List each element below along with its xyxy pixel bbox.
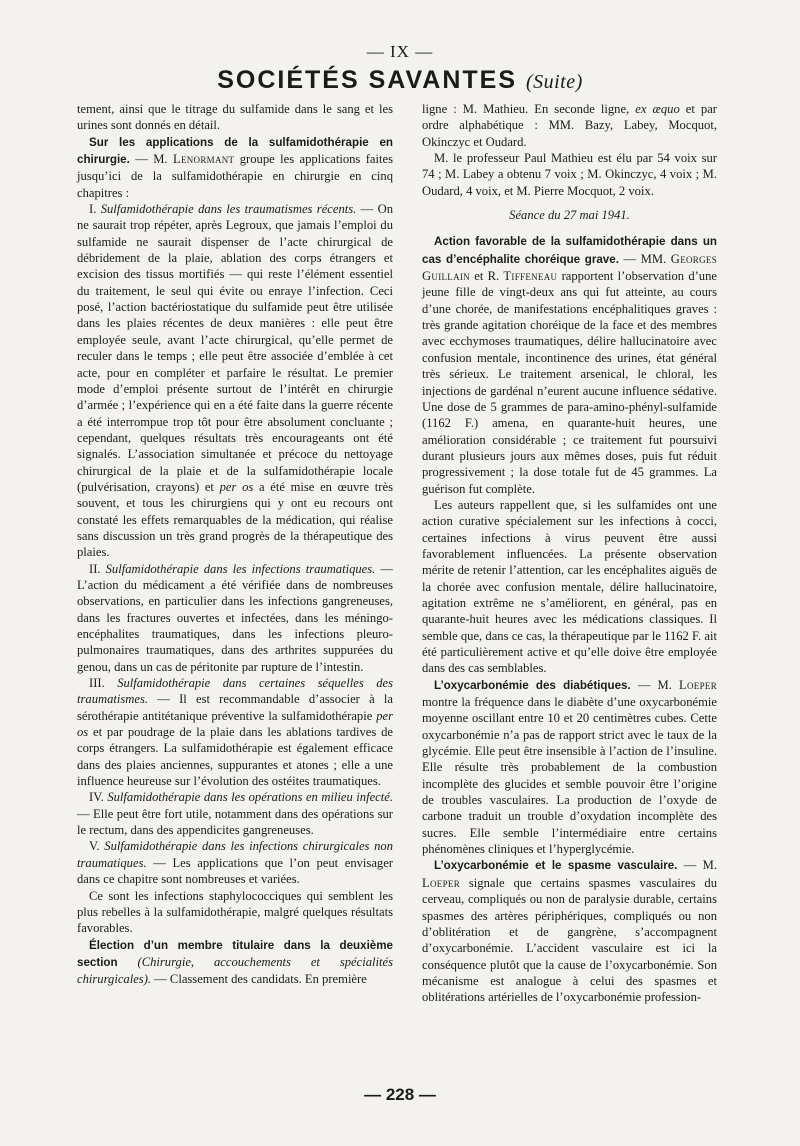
paragraph: ligne : M. Mathieu. En seconde ligne, ex æquo et par ordre alphabétique : MM. Bazy, Labey, Mocquot, Okinczyc et Oudard. — [422, 102, 717, 149]
author-name: Tiffeneau — [503, 269, 558, 284]
paragraph: Les auteurs rappellent que, si les sulfamides ont une action curative spécialement sur les infections à cocci, certaines infections à virus peuvent être aussi favorablement influencées. La présente observation mérite de retenir l’attention, car les encéphalites aiguës de la chorée avec confusion mentale, délire hallucinatoire, agitation extrême ne s’améliorent, en général, pas en quarante-huit heures avec les médications classiques. Il semble que, dans ce cas, la thérapeutique par le 1162 F. ait été particulièrement active et qu’elle doive être employée dans des cas semblables. — [422, 497, 717, 676]
chapter-title: Sulfamidothérapie dans les infections chirurgicales non traumatiques. — [77, 839, 393, 870]
paragraph: I. Sulfamidothérapie dans les traumatismes récents. — On ne saurait trop répéter, après Legroux, que jamais l’emploi du sulfamide ne saurait dispenser de l’acte chirurgical de débridement de la plaie, ablation des corps étrangers et excision des tissus mortifiés — qui reste l’élément essentiel du traitement, le seul qui évite ou enraye l’infection. Ceci posé, l’action bactériostatique du sulfamide peut être utilisée dans les plaies récentes de deux manières : elle peut être employée seule, avant l’acte chirurgical, qu’elle permet de reculer dans le temps ; elle peut être associée d’emblée à cet acte, pour en compléter et parfaire le résultat. Le premier mode d’emploi présente surtout de l’intérêt en chirurgie d’armée ; l’expérience qui en a été faite dans la guerre récente a été interrompue trop tôt pour être absolument concluante ; cependant, quelques résultats très encourageants ont été signalés. L’association simultanée et précoce du nettoyage chirurgical de la plaie et de la sulfamidothérapie locale (pulvérisation, crayons) et per os a été mise en œuvre très souvent, et tous les chirurgiens qui y ont eu recours ont constaté les effets remarquables de la médication, qui réalise sans discussion un très grand progrès de la thérapeutique des plaies. — [77, 202, 393, 560]
paragraph: IV. Sulfamidothérapie dans les opérations en milieu infecté. — Elle peut être fort utile, notamment dans des opérations sur le rectum, dans des appendicites gangreneuses. — [77, 790, 394, 838]
paragraph: L’oxycarbonémie et le spasme vasculaire. — M. Loeper signale que certains spasmes vasculaires du cerveau, compliqués ou non de paralysie durable, certains spasmes des artères périphériques, compliqués ou non d’oblitération et de gangrène, s’accompagnent d’oxycarbonémie. L’accident vasculaire est ici la conséquence plutôt que la cause de l’oxycarbonémie. Son mécanisme est analogue à celui des spasmes et oblitérations artérielles de l’oxycarbonémie profession- — [422, 858, 717, 1005]
chapter-title: Sulfamidothérapie dans les traumatismes récents. — [100, 202, 357, 217]
article-title: Sur les applications de la sulfamidothérapie en chirurgie. — [77, 135, 393, 167]
paragraph: Action favorable de la sulfamidothérapie dans un cas d’encéphalite choréique grave. — MM. Georges Guillain et R. Tiffeneau rapportent l’observation d’une jeune fille de vingt-deux ans qui fut atteinte, au cours d’une chorée, de manifestations encéphalitiques graves : très grande agitation choréique de la face et des membres avec ecchymoses traumatiques, délire hallucinatoire avec confusion mentale, incontinence des urines, état général très sérieux. Le traitement arsenical, le chloral, les injections de gardénal n’eurent aucune influence sédative. Une dose de 5 grammes de para-amino-phényl-sulfamide (1162 F.) amena, en quarante-huit heures, une amélioration considérable ; ce traitement fut poursuivi durant plusieurs jours aux mêmes doses, puis fut réduit progressivement ; la dose totale fut de 45 grammes. La guérison fut complète. — [422, 235, 717, 496]
header-suite: (Suite) — [525, 71, 583, 93]
paragraph: V. Sulfamidothérapie dans les infections chirurgicales non traumatiques. — Les applications que l’on peut envisager dans ce chapitre sont nombreuses et variées. — [77, 839, 393, 887]
paragraph: II. Sulfamidothérapie dans les infections traumatiques. — L’action du médicament a été vérifiée dans de nombreuses observations, en particulier dans les infections gangreneuses, dans les fractures ouvertes et infectées, dans les méningo-encéphalites traumatiques, dans les infections pleuro-pulmonaires traumatiques, dans des arthrites suppurées du genou, dans un cas de péritonite par rupture de l’intestin. — [77, 561, 393, 674]
paragraph: Ce sont les infections staphylococciques qui semblent les plus rebelles à la sulfamidothérapie, malgré quelques résultats favorables. — [77, 888, 393, 936]
article-title: Élection d’un membre titulaire dans la deuxième section — [77, 938, 393, 969]
author-name: Loeper — [422, 875, 460, 890]
author-name: Georges Guillain — [422, 251, 717, 284]
paragraph: Sur les applications de la sulfamidothérapie en chirurgie. — M. Lenormant groupe les applications faites jusqu’ici de la sulfamidothérapie en chirurgie en cinq chapitres : — [77, 135, 393, 200]
paragraph: Élection d’un membre titulaire dans la deuxième section (Chirurgie, accouchements et spécialités chirurgicales). — Classement des candidats. En première — [77, 938, 393, 987]
paragraph: L’oxycarbonémie des diabétiques. — M. Loeper montre la fréquence dans le diabète d’une oxycarbonémie moyenne oscillant entre 10 et 20 centimètres cubes. Cette oxycarbonémie n’a pas de rapport strict avec le taux de la glycémie. Elle peut être insensible à l’action de l’insuline. Elle résulte très probablement de la combustion incomplète des glucides et semble pouvoir être l’origine de troubles vasculaires. La production de l’oxyde de carbone traduit un trouble d’oxydation incomplète des sucres. Elle semble l’intermédiaire entre certains phénomènes cliniques et l’hyperglycémie. — [422, 677, 717, 857]
paragraph: tement, ainsi que le titrage du sulfamide dans le sang et les urines sont donnés en détail. — [77, 102, 393, 133]
author-name: Loeper — [679, 677, 717, 692]
chapter-title: Sulfamidothérapie dans les opérations en milieu infecté. — [107, 790, 394, 805]
page-header — [0, 66, 800, 95]
article-title: L’oxycarbonémie et le spasme vasculaire. — [434, 859, 678, 873]
session-date: Séance du 27 mai 1941. — [509, 208, 630, 223]
article-title: Action favorable de la sulfamidothérapie dans un cas d’encéphalite choréique grave. — [422, 235, 717, 266]
page-number: — 228 — — [364, 1085, 436, 1104]
chapter-title: Sulfamidothérapie dans les infections traumatiques. — [105, 561, 376, 576]
author-name: Lenormant — [172, 152, 235, 167]
left-column — [77, 101, 393, 988]
right-column — [422, 101, 717, 1006]
header-title: SOCIÉTÉS SAVANTES — [217, 66, 518, 94]
chapter-title: Sulfamidothérapie dans certaines séquelles des traumatismes. — [77, 676, 393, 707]
section-folio: — IX — — [366, 42, 434, 61]
paragraph: III. Sulfamidothérapie dans certaines séquelles des traumatismes. — Il est recommandable d’associer à la sérothérapie antitétanique préventive la sulfamidothérapie per os et par poudrage de la plaie dans les ablations tardives de corps étrangers. La sulfamidothérapie est également efficace dans des plaies anciennes, suppurantes et atones ; elle a une influence heureuse sur l’évolution des ostéites traumatiques. — [77, 676, 393, 789]
article-title: L’oxycarbonémie des diabétiques. — [434, 678, 631, 692]
paragraph: M. le professeur Paul Mathieu est élu par 54 voix sur 74 ; M. Labey a obtenu 7 voix ; M. Okinczyc, 4 voix ; M. Oudard, 4 voix, et M. Pierre Mocquot, 2 voix. — [422, 151, 717, 198]
